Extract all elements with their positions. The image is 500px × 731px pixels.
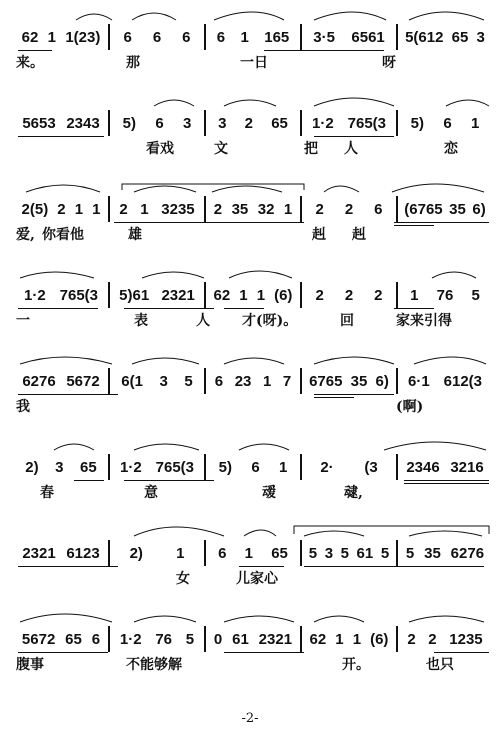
measure: 2 2 2 — [315, 286, 383, 304]
lyric: 爱, — [16, 227, 35, 243]
measure: 5 35 6276 — [405, 544, 485, 562]
lyric: 女 — [176, 571, 190, 587]
score-line — [14, 608, 492, 678]
score-line — [14, 350, 492, 420]
measure: 62 1 1 (6) — [309, 630, 389, 648]
measure: 2321 6123 — [22, 544, 100, 562]
lyric: 赳 — [352, 227, 366, 243]
lyric: 赳 — [312, 227, 326, 243]
measure: 5 3 5 61 5 — [308, 544, 390, 562]
measure: 5(612 65 3 — [405, 28, 485, 46]
measure: 2 35 32 1 — [213, 200, 293, 218]
lyric: 恋 — [444, 141, 458, 157]
lyric: 人 — [196, 313, 210, 329]
measure: 2 2 6 — [315, 200, 383, 218]
slur-marks — [14, 264, 492, 286]
lyric: 开。 — [342, 657, 370, 673]
page-number: -2- — [241, 711, 259, 726]
measure: 2 2 1235 — [407, 630, 483, 648]
lyric: 表 — [134, 313, 148, 329]
score-line — [14, 264, 492, 334]
lyric: 腹事 — [16, 657, 44, 673]
lyric: 人 — [344, 141, 358, 157]
measure: 6 6 6 — [123, 28, 191, 46]
score-line — [14, 436, 492, 506]
lyrics-line — [14, 52, 492, 72]
slur-marks — [14, 178, 492, 200]
lyric: 文 — [214, 141, 228, 157]
lyrics-line — [14, 482, 492, 502]
score-line — [14, 178, 492, 248]
slur-marks — [14, 92, 492, 114]
lyric: 我 — [16, 399, 30, 415]
lyric: 叆 — [262, 485, 276, 501]
lyric: 春 — [40, 485, 54, 501]
measure: 6 23 1 7 — [214, 372, 292, 390]
slur-marks — [14, 6, 492, 28]
measure: 6 1 165 — [216, 28, 290, 46]
measure: 5) 6 1 — [410, 114, 480, 132]
lyric: 雄 — [128, 227, 142, 243]
measure: 1·2 765(3 — [311, 114, 387, 132]
score-line — [14, 522, 492, 592]
lyrics-line — [14, 568, 492, 588]
measure: 62 1 1 (6) — [213, 286, 293, 304]
measure: 2(5) 2 1 1 — [21, 200, 101, 218]
measure: 1·2 765(3 — [119, 458, 195, 476]
measure: 2) 1 — [129, 544, 185, 562]
lyric: (啊) — [396, 399, 424, 415]
measure: 0 61 2321 — [213, 630, 293, 648]
lyrics-line — [14, 138, 492, 158]
lyric: 你看他 — [42, 227, 84, 243]
measure: 2) 3 65 — [25, 458, 97, 476]
lyric: 回 — [340, 313, 354, 329]
lyric: 儿家心 — [236, 571, 278, 587]
lyric: 才(呀)。 — [242, 313, 298, 329]
measure: 5653 2343 — [22, 114, 100, 132]
measure: 5) 6 1 — [218, 458, 288, 476]
lyrics-line — [14, 224, 492, 244]
lyric: 看戏 — [146, 141, 174, 157]
lyric: 呀 — [382, 55, 396, 71]
measure: 5) 6 3 — [122, 114, 192, 132]
measure: 62 1 1(23) — [21, 28, 101, 46]
lyric: 把 — [304, 141, 318, 157]
lyric: 一日 — [240, 55, 268, 71]
lyric: 叇, — [344, 485, 363, 501]
slur-marks — [14, 608, 492, 630]
measure: 6(1 3 5 — [121, 372, 193, 390]
measure: 6 1 65 — [218, 544, 288, 562]
score-line — [14, 92, 492, 162]
slur-marks — [14, 436, 492, 458]
measure: 5)61 2321 — [119, 286, 195, 304]
lyric: 一 — [16, 313, 30, 329]
measure: (6765 35 6) — [404, 200, 486, 218]
measure: 6·1 612(3 — [407, 372, 483, 390]
score-line — [14, 6, 492, 76]
slur-marks — [14, 522, 492, 544]
measure: 6765 35 6) — [309, 372, 389, 390]
lyric: 意 — [144, 485, 158, 501]
measure: 2 1 3235 — [119, 200, 195, 218]
measure: 1·2 765(3 — [23, 286, 99, 304]
slur-marks — [14, 350, 492, 372]
measure: 3·5 6561 — [313, 28, 385, 46]
lyrics-line — [14, 396, 492, 416]
lyric: 来。 — [16, 55, 44, 71]
lyrics-line — [14, 654, 492, 674]
measure: 1·2 76 5 — [119, 630, 195, 648]
measure: 6276 5672 — [22, 372, 100, 390]
measure: 2· (3 — [320, 458, 378, 476]
measure: 3 2 65 — [218, 114, 288, 132]
lyrics-line — [14, 310, 492, 330]
lyric: 不能够解 — [126, 657, 182, 673]
lyric: 家来引得 — [396, 313, 452, 329]
measure: 1 76 5 — [410, 286, 480, 304]
measure: 2346 3216 — [406, 458, 484, 476]
measure: 5672 65 6 — [21, 630, 101, 648]
lyric: 那 — [126, 55, 140, 71]
lyric: 也只 — [426, 657, 454, 673]
